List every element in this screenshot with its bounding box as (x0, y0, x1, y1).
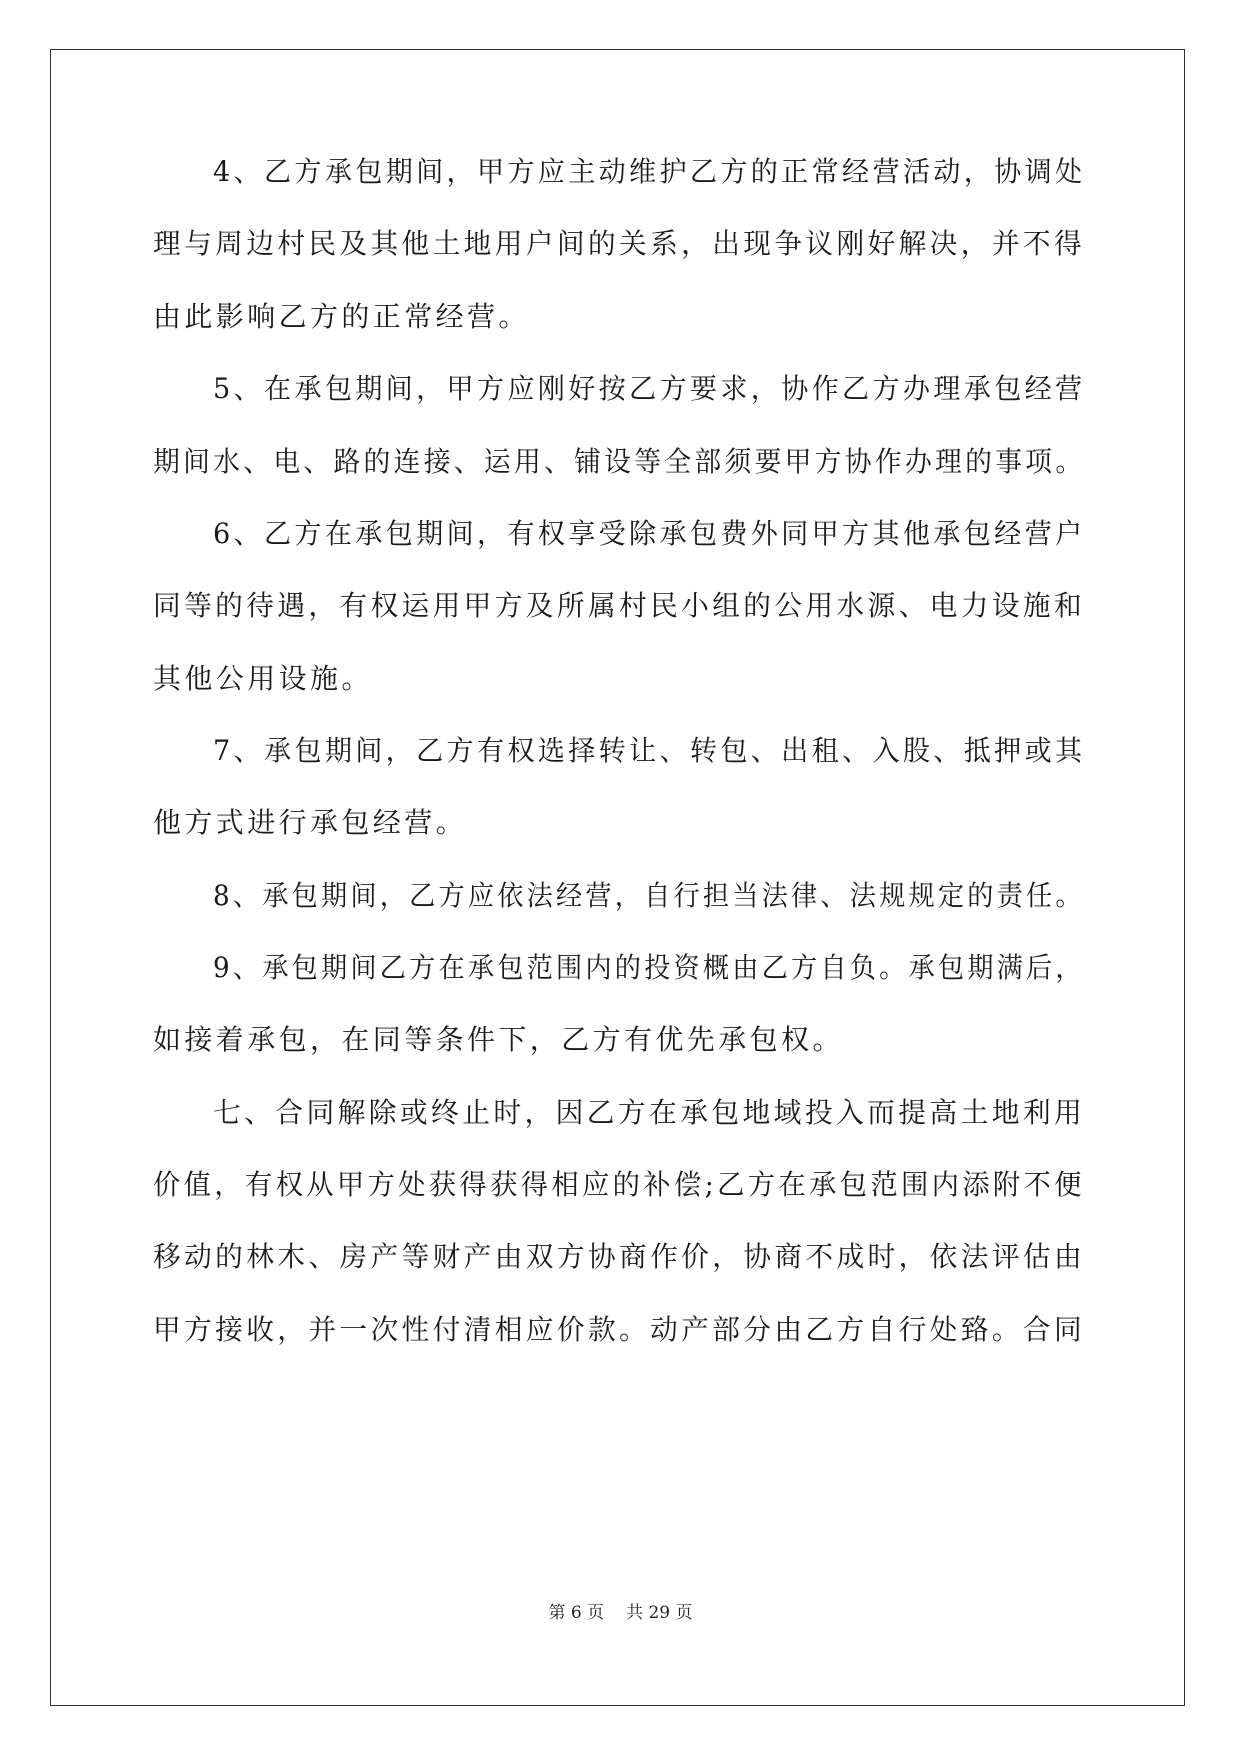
paragraph-9-line-1: 9、承包期间乙方在承包范围内的投资概由乙方自负。承包期满后， (213, 951, 1085, 984)
paragraph-9-line-2: 如接着承包，在同等条件下，乙方有优先承包权。 (153, 1023, 844, 1056)
paragraph-4-line-1: 4、乙方承包期间，甲方应主动维护乙方的正常经营活动，协调处 (213, 155, 1086, 188)
paragraph-4-line-2: 理与周边村民及其他土地用户间的关系，出现争议刚好解决，并不得 (153, 227, 1086, 260)
section-7-line-2: 价值，有权从甲方处获得获得相应的补偿;乙方在承包范围内添附不便 (153, 1168, 1085, 1201)
page-footer (0, 1598, 1241, 1623)
paragraph-8-line-1: 8、承包期间，乙方应依法经营，自行担当法律、法规规定的责任。 (213, 879, 1085, 912)
paragraph-5-line-1: 5、在承包期间，甲方应刚好按乙方要求，协作乙方办理承包经营 (213, 372, 1086, 405)
section-7-line-1: 七、合同解除或终止时，因乙方在承包地域投入而提高土地利用 (213, 1096, 1086, 1129)
section-7-line-3: 移动的林木、房产等财产由双方协商作价，协商不成时，依法评估由 (153, 1240, 1086, 1273)
section-7-line-4: 甲方接收，并一次性付清相应价款。动产部分由乙方自行处臵。合同 (153, 1313, 1086, 1346)
paragraph-6-line-2: 同等的待遇，有权运用甲方及所属村民小组的公用水源、电力设施和 (153, 589, 1086, 622)
page-number: 第 6 页 (548, 1603, 605, 1623)
paragraph-4-line-3: 由此影响乙方的正常经营。 (153, 300, 530, 333)
page-total: 共 29 页 (626, 1603, 693, 1623)
paragraph-7-line-2: 他方式进行承包经营。 (153, 806, 468, 839)
paragraph-5-line-2: 期间水、电、路的连接、运用、铺设等全部须要甲方协作办理的事项。 (153, 445, 1086, 478)
paragraph-6-line-1: 6、乙方在承包期间，有权享受除承包费外同甲方其他承包经营户 (213, 517, 1086, 550)
paragraph-7-line-1: 7、承包期间，乙方有权选择转让、转包、出租、入股、抵押或其 (213, 734, 1086, 767)
paragraph-6-line-3: 其他公用设施。 (153, 662, 373, 695)
